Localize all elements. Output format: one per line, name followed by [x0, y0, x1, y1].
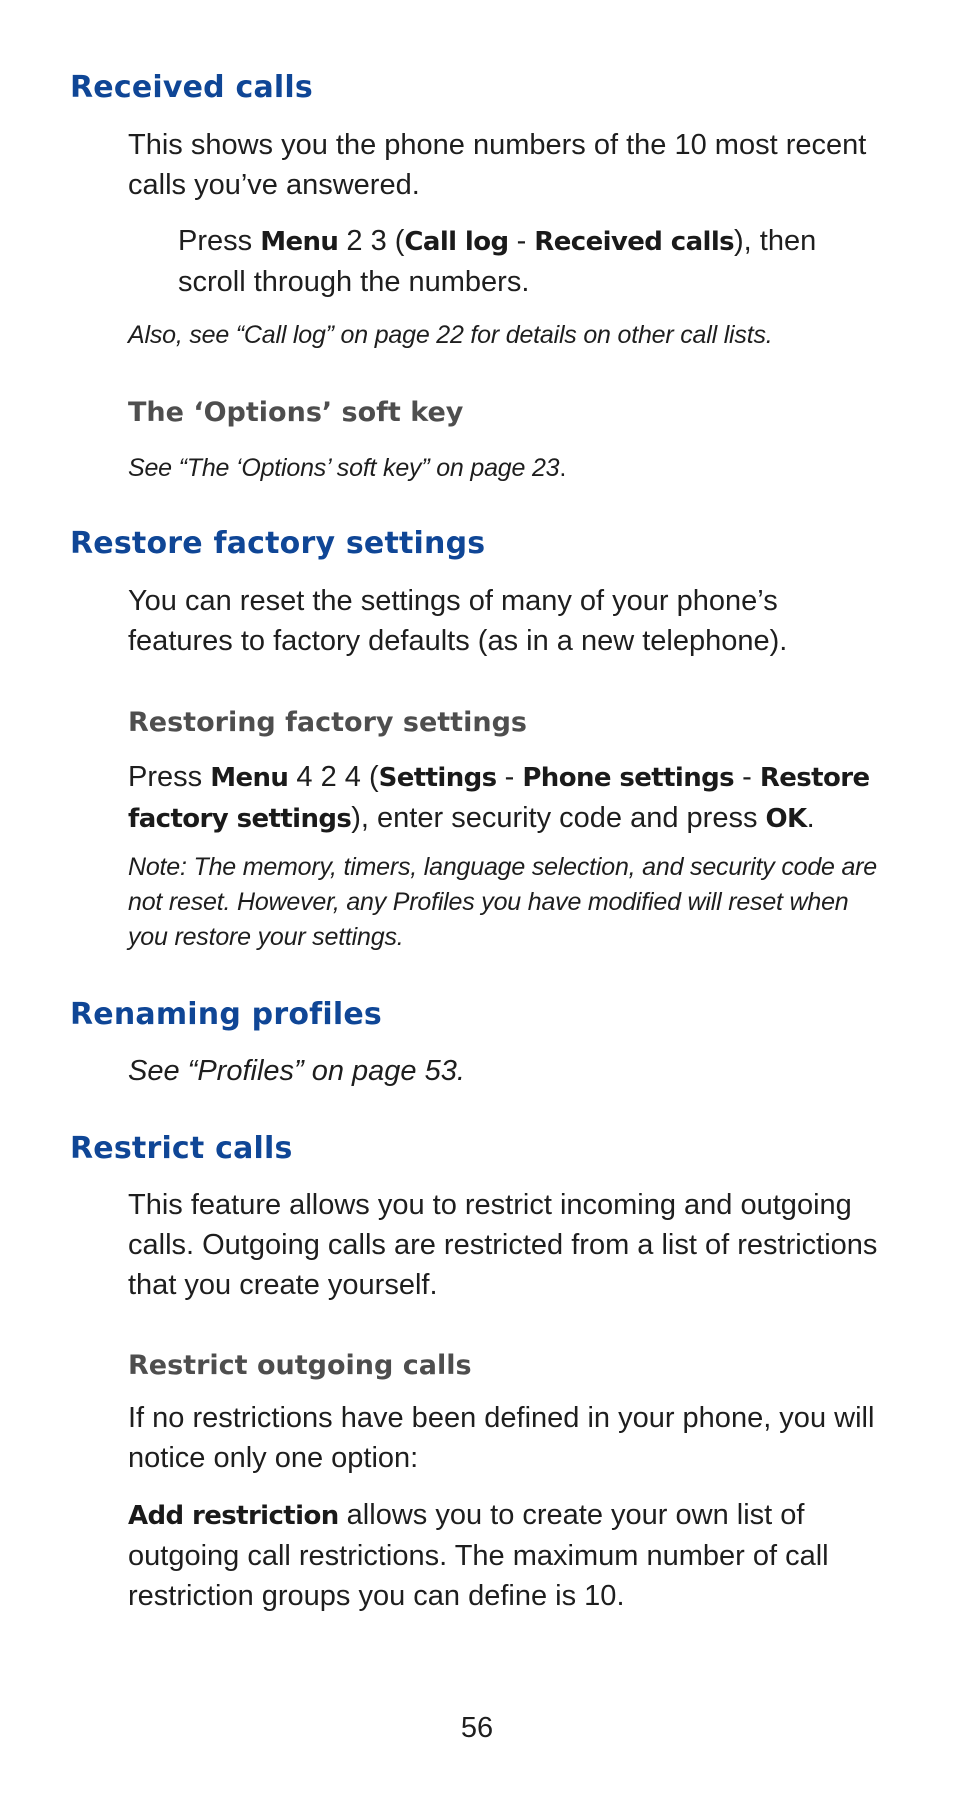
section-heading-restore-factory-settings: Restore factory settings [70, 526, 486, 561]
renaming-profiles-reference: See “Profiles” on page 53. [128, 1055, 465, 1087]
restore-factory-step [128, 757, 888, 839]
page-number: 56 [460, 1712, 494, 1744]
paragraph-text: allows you to create your own list of outgoing call restrictions. The maximum number of call restriction groups you can define is 10. [128, 1499, 829, 1612]
subheading-options-soft-key: The ‘Options’ soft key [128, 397, 464, 428]
options-soft-key-reference [128, 451, 888, 486]
reference-text: See “The ‘Options’ soft key” on page 23 [128, 454, 560, 482]
section-heading-received-calls: Received calls [70, 70, 313, 105]
menu-call-log: Call log [404, 227, 509, 257]
step-text: 2 3 ( [338, 225, 405, 257]
step-text: Press [178, 225, 261, 257]
reference-period: . [559, 454, 567, 482]
received-calls-note: Also, see “Call log” on page 22 for details on other call lists. [128, 321, 773, 349]
received-calls-intro: This shows you the phone numbers of the 10 most recent calls you’ve answered. [128, 129, 867, 201]
key-menu: Menu [260, 227, 339, 257]
step-text: . [806, 802, 815, 834]
subheading-restrict-outgoing-calls: Restrict outgoing calls [128, 1350, 472, 1381]
received-calls-step [178, 221, 878, 302]
section-heading-renaming-profiles: Renaming profiles [70, 997, 382, 1032]
step-text: 4 2 4 ( [288, 761, 379, 793]
menu-restore-factory-settings: Restore factory settings [128, 763, 870, 834]
step-text: ), enter security code and press [351, 802, 766, 834]
key-ok: OK [765, 804, 807, 834]
menu-settings: Settings [378, 763, 497, 793]
subheading-restoring-factory-settings: Restoring factory settings [128, 707, 527, 738]
restore-factory-note: Note: The memory, timers, language selection, and security code are not reset. However, any Profiles you have modified will reset when you restore your settings. [128, 853, 878, 951]
restore-factory-intro: You can reset the settings of many of your phone’s features to factory defaults (as in a new telephone). [128, 585, 788, 657]
menu-received-calls: Received calls [534, 227, 735, 257]
step-text: - [496, 761, 523, 793]
restrict-calls-intro: This feature allows you to restrict incoming and outgoing calls. Outgoing calls are restricted from a list of restrictions that you create yourself. [128, 1189, 878, 1301]
step-text: - [734, 761, 760, 793]
step-text: Press [128, 761, 211, 793]
key-menu: Menu [210, 763, 289, 793]
option-add-restriction: Add restriction [128, 1501, 339, 1531]
add-restriction-para [128, 1495, 888, 1616]
step-text: ), then scroll through the numbers. [178, 225, 817, 298]
section-heading-restrict-calls: Restrict calls [70, 1131, 293, 1166]
step-text: - [508, 225, 535, 257]
restrict-outgoing-para: If no restrictions have been defined in your phone, you will notice only one option: [128, 1402, 875, 1474]
menu-phone-settings: Phone settings [522, 763, 735, 793]
